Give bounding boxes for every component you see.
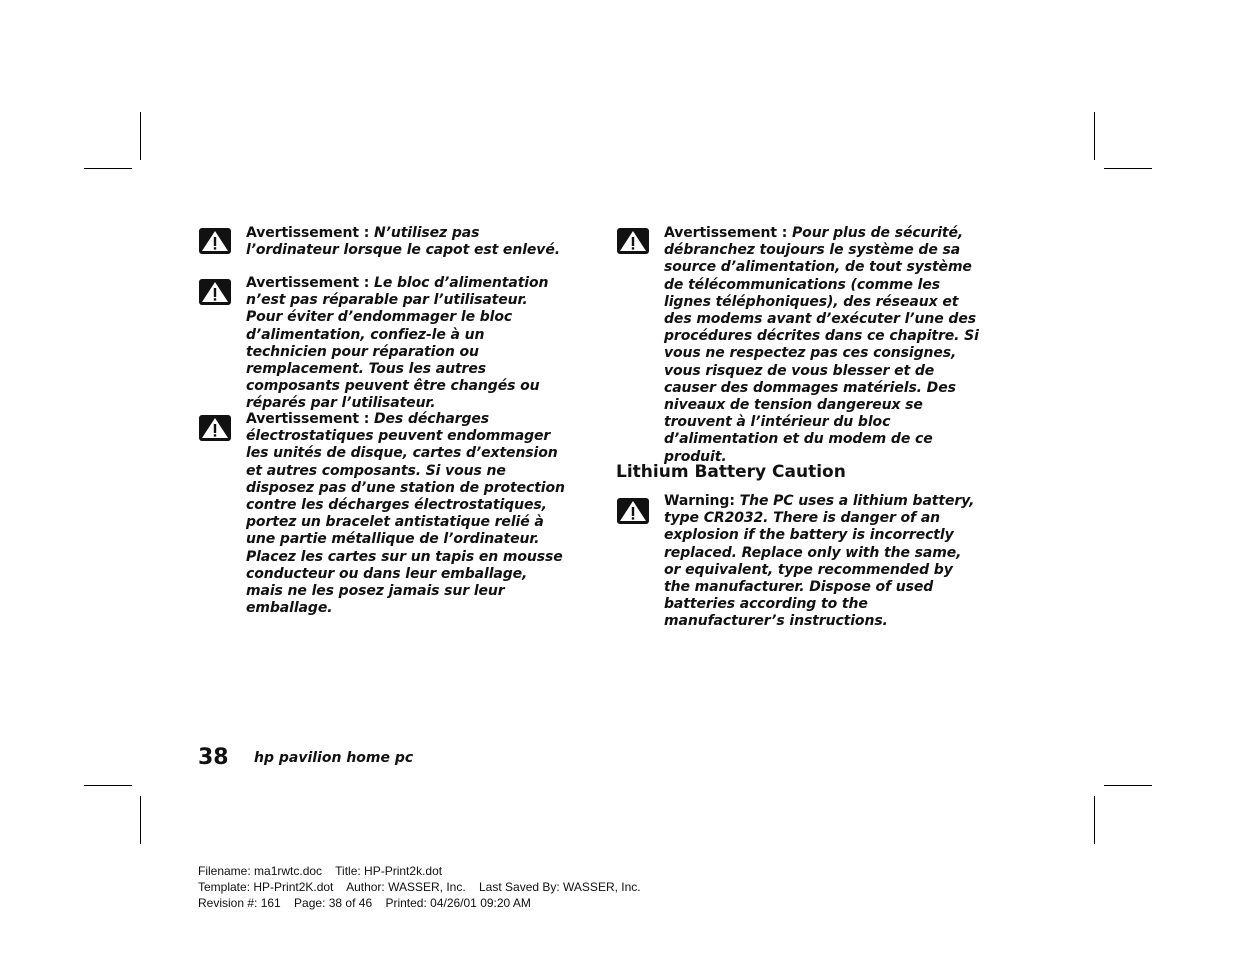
warning-triangle-icon xyxy=(199,279,231,305)
warning-lead: Avertissement : xyxy=(664,225,793,241)
crop-mark-bottom-right-horizontal xyxy=(1104,785,1152,786)
crop-mark-top-left-vertical xyxy=(140,112,141,160)
metadata-line-3: Revision #: 161 Page: 38 of 46 Printed: 04/26/01 09:20 AM xyxy=(198,896,531,910)
warning-body: Des décharges électrostatiques peuvent endommager les unités de disque, cartes d’extension et autres composants. Si vous ne disposez pas d’une station de protection contre les décharges électrostatiques, portez un bracelet antistatique relié à une partie métallique de l’ordinateur. Placez les cartes sur un tapis en mousse conducteur ou dans leur emballage, mais ne les posez jamais sur leur emballage. xyxy=(246,411,565,617)
crop-mark-bottom-left-horizontal xyxy=(84,785,132,786)
metadata-line-1: Filename: ma1rwtc.doc Title: HP-Print2k.dot xyxy=(198,864,443,878)
warning-body: Le bloc d’alimentation n’est pas réparable par l’utilisateur. Pour éviter d’endommager le bloc d’alimentation, confiez-le à un technicien pour réparation ou remplacement. Tous les autres composants peuvent être changés ou réparés par l’utilisateur. xyxy=(246,275,549,412)
warning-body: The PC uses a lithium battery, type CR2032. There is danger of an explosion if the battery is incorrectly replaced. Replace only with the same, or equivalent, type recommended by the manufacturer. Dispose of used batteries according to the manufacturer’s instructions. xyxy=(664,493,975,630)
warning-lead: Avertissement : xyxy=(246,411,375,427)
warning-text-1 xyxy=(246,225,571,259)
warning-text-5 xyxy=(664,493,982,631)
warning-triangle-icon xyxy=(617,498,649,524)
warning-triangle-icon xyxy=(199,228,231,254)
warning-text-2 xyxy=(246,275,568,413)
warning-triangle-icon xyxy=(199,415,231,441)
crop-mark-bottom-left-vertical xyxy=(140,796,141,844)
print-metadata xyxy=(198,863,641,911)
crop-mark-top-left-horizontal xyxy=(84,168,132,169)
warning-body: Pour plus de sécurité, débranchez toujours le système de sa source d’alimentation, de tout système de télécommunications (comme les lignes téléphoniques), des réseaux et des modems avant d’exécuter l’une des procédures décrites dans ce chapitre. Si vous ne respectez pas ces consignes, vous risquez de vous blesser et de causer des dommages matériels. Des niveaux de tension dangereux se trouvent à l’intérieur du bloc d’alimentation et du modem de ce produit. xyxy=(664,225,979,465)
crop-mark-top-right-horizontal xyxy=(1104,168,1152,169)
warning-body: N’utilisez pas l’ordinateur lorsque le capot est enlevé. xyxy=(246,225,560,259)
warning-lead: Warning: xyxy=(664,493,740,509)
book-title: hp pavilion home pc xyxy=(254,750,414,766)
page-number: 38 xyxy=(198,745,229,770)
section-heading: Lithium Battery Caution xyxy=(616,462,846,482)
crop-mark-bottom-right-vertical xyxy=(1094,796,1095,844)
warning-lead: Avertissement : xyxy=(246,225,375,241)
warning-text-4 xyxy=(664,225,986,466)
warning-text-3 xyxy=(246,411,566,617)
warning-lead: Avertissement : xyxy=(246,275,375,291)
warning-triangle-icon xyxy=(617,228,649,254)
crop-mark-top-right-vertical xyxy=(1094,112,1095,160)
metadata-line-2: Template: HP-Print2K.dot Author: WASSER, Inc. Last Saved By: WASSER, Inc. xyxy=(198,880,641,894)
